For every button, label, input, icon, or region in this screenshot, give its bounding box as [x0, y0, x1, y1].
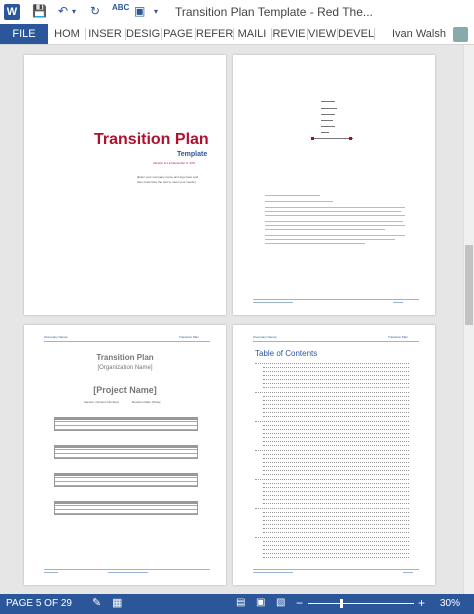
tab-references[interactable]: REFER: [196, 28, 234, 40]
toc-entry-line: [255, 450, 409, 451]
text-line: [265, 211, 401, 212]
zoom-in-icon[interactable]: +: [418, 596, 426, 610]
text-line: [265, 229, 385, 230]
text-line: [265, 225, 405, 226]
text-line: [265, 195, 320, 196]
red-mark: [349, 137, 352, 140]
scrollbar-thumb[interactable]: [465, 245, 473, 325]
toc-entry-line: [263, 416, 409, 417]
toc-entry-line: [255, 537, 409, 538]
header-company: [Company Name]: [253, 335, 277, 339]
toc-entry-line: [255, 363, 409, 364]
toc-entry-line: [263, 454, 409, 455]
save-icon[interactable]: 💾: [32, 4, 47, 18]
spelling-icon[interactable]: ABC: [112, 3, 130, 12]
header-rule: [44, 341, 210, 342]
zoom-slider-thumb[interactable]: [340, 599, 343, 608]
toc-entry-line: [263, 541, 409, 542]
text-line: [265, 215, 405, 216]
window-title: Transition Plan Template - Red The...: [175, 5, 373, 19]
tab-file[interactable]: FILE: [0, 24, 48, 44]
toc-entry-line: [263, 487, 409, 488]
footer-page-number: [403, 572, 413, 573]
print-layout-icon[interactable]: ▣: [256, 597, 266, 608]
text-line: [321, 101, 335, 102]
tab-review[interactable]: REVIE: [272, 28, 306, 40]
document-area[interactable]: [0, 45, 474, 594]
text-line: [321, 132, 329, 133]
footer-rule: [253, 569, 419, 570]
page-cover[interactable]: [24, 55, 226, 315]
read-mode-icon[interactable]: ▤: [236, 597, 246, 608]
title-bar: [0, 0, 474, 24]
cover-title: Transition Plan: [94, 131, 209, 148]
ribbon-tabs: [0, 24, 474, 45]
toc-entry-line: [263, 483, 409, 484]
image-icon[interactable]: ▣: [134, 4, 146, 18]
tab-page-layout[interactable]: PAGE: [163, 28, 193, 40]
tab-insert[interactable]: INSER: [88, 28, 122, 40]
doc-title: Transition Plan: [96, 353, 154, 362]
toc-entry-line: [263, 462, 409, 463]
tab-developer[interactable]: DEVEL: [338, 28, 375, 40]
toc-entry-line: [263, 528, 409, 529]
tab-separator: [374, 28, 375, 40]
page-copyright[interactable]: [233, 55, 435, 315]
organization-name: [Organization Name]: [97, 365, 153, 371]
cover-blurb: [Enter your company name and logo here and then customize the text to meet your needs.]: [137, 175, 199, 184]
toc-entry-line: [255, 392, 409, 393]
proofing-icon[interactable]: ✎: [92, 597, 102, 609]
toc-entry-line: [263, 495, 409, 496]
undo-dropdown-icon[interactable]: ▾: [72, 7, 77, 16]
toc-entry-line: [263, 441, 409, 442]
toc-entry-line: [263, 396, 409, 397]
toc-entry-line: [263, 545, 409, 546]
toc-entry-line: [263, 408, 409, 409]
toc-entry-line: [263, 383, 409, 384]
text-line: [321, 114, 335, 115]
toc-entry-line: [263, 375, 409, 376]
toc-entry-line: [255, 421, 409, 422]
toc-entry-line: [263, 437, 409, 438]
web-layout-icon[interactable]: ▧: [276, 597, 286, 608]
tab-home[interactable]: HOM: [54, 28, 80, 40]
footer-rule: [44, 569, 210, 570]
tab-design[interactable]: DESIG: [126, 28, 161, 40]
zoom-slider[interactable]: [308, 603, 414, 604]
toc-entry-line: [255, 508, 409, 509]
toc-entry-line: [263, 466, 409, 467]
footer-page-number: [393, 302, 403, 303]
version-number: Version: [Version Number]: [84, 400, 119, 404]
toc-entry-line: [263, 367, 409, 368]
toc-entry-line: [263, 379, 409, 380]
user-avatar[interactable]: [453, 27, 468, 42]
toc-entry-line: [263, 404, 409, 405]
footer-text: [253, 572, 293, 573]
toc-entry-line: [263, 429, 409, 430]
customize-toolbar-icon[interactable]: ▾: [154, 7, 159, 16]
text-line: [265, 235, 405, 236]
zoom-out-icon[interactable]: −: [296, 596, 304, 610]
toc-entry-line: [263, 520, 409, 521]
page-indicator[interactable]: PAGE 5 OF 29: [6, 598, 72, 609]
vertical-scrollbar[interactable]: [463, 45, 474, 594]
text-line: [265, 221, 403, 222]
toc-entry-line: [263, 371, 409, 372]
project-name: [Project Name]: [93, 385, 157, 395]
toc-entry-line: [263, 503, 409, 504]
toc-entry-line: [263, 433, 409, 434]
toc-entry-line: [263, 553, 409, 554]
tab-view[interactable]: VIEW: [308, 28, 337, 40]
text-line: [321, 108, 337, 109]
toc-title: Table of Contents: [255, 349, 318, 358]
approval-table: [54, 445, 198, 459]
cover-subtitle: Template: [177, 151, 208, 158]
toc-entry-line: [263, 425, 409, 426]
toc-entry-line: [263, 557, 409, 558]
word-app-icon: W: [4, 4, 20, 20]
text-line: [265, 207, 405, 208]
toc-entry-line: [263, 458, 409, 459]
text-line: [311, 138, 353, 139]
text-line: [321, 120, 333, 121]
zoom-level[interactable]: 30%: [440, 598, 461, 609]
cover-version-date: Version 0.1 ● December 9, 2XX: [153, 161, 196, 165]
toc-entry-line: [263, 474, 409, 475]
text-line: [265, 243, 365, 244]
footer-rule: [253, 299, 419, 300]
red-mark: [311, 137, 314, 140]
toc-entry-line: [263, 445, 409, 446]
header-doc-title: Transition Plan: [179, 335, 199, 339]
toc-entry-line: [263, 491, 409, 492]
undo-icon[interactable]: ↶: [58, 4, 69, 18]
footer-text: [253, 302, 293, 303]
revision-date: Revision Date: [Date]: [132, 400, 161, 404]
toc-entry-line: [263, 412, 409, 413]
status-bar: [0, 594, 474, 614]
redo-icon[interactable]: ↻: [90, 4, 101, 18]
approval-table: [54, 473, 198, 487]
approval-table: [54, 417, 198, 431]
toc-entry-line: [263, 400, 409, 401]
toc-entry-line: [263, 387, 409, 388]
text-line: [265, 201, 333, 202]
toc-entry-line: [263, 499, 409, 500]
record-macro-icon[interactable]: ▦: [112, 597, 123, 609]
toc-entry-line: [263, 470, 409, 471]
header-doc-title: Transition Plan: [388, 335, 408, 339]
page-table-of-contents[interactable]: [233, 325, 435, 585]
toc-entry-line: [255, 479, 409, 480]
header-rule: [253, 341, 419, 342]
toc-entry-line: [263, 524, 409, 525]
header-company: [Company Name]: [44, 335, 68, 339]
user-name[interactable]: Ivan Walsh: [391, 28, 446, 40]
tab-mailings[interactable]: MAILI: [237, 28, 267, 40]
text-line: [321, 126, 335, 127]
toc-entry-line: [263, 549, 409, 550]
page-project-info[interactable]: [24, 325, 226, 585]
footer-page-number: [44, 572, 58, 573]
approval-table: [54, 501, 198, 515]
toc-entry-line: [263, 532, 409, 533]
text-line: [265, 239, 395, 240]
toc-entry-line: [263, 512, 409, 513]
footer-text: [108, 572, 148, 573]
toc-entry-line: [263, 516, 409, 517]
